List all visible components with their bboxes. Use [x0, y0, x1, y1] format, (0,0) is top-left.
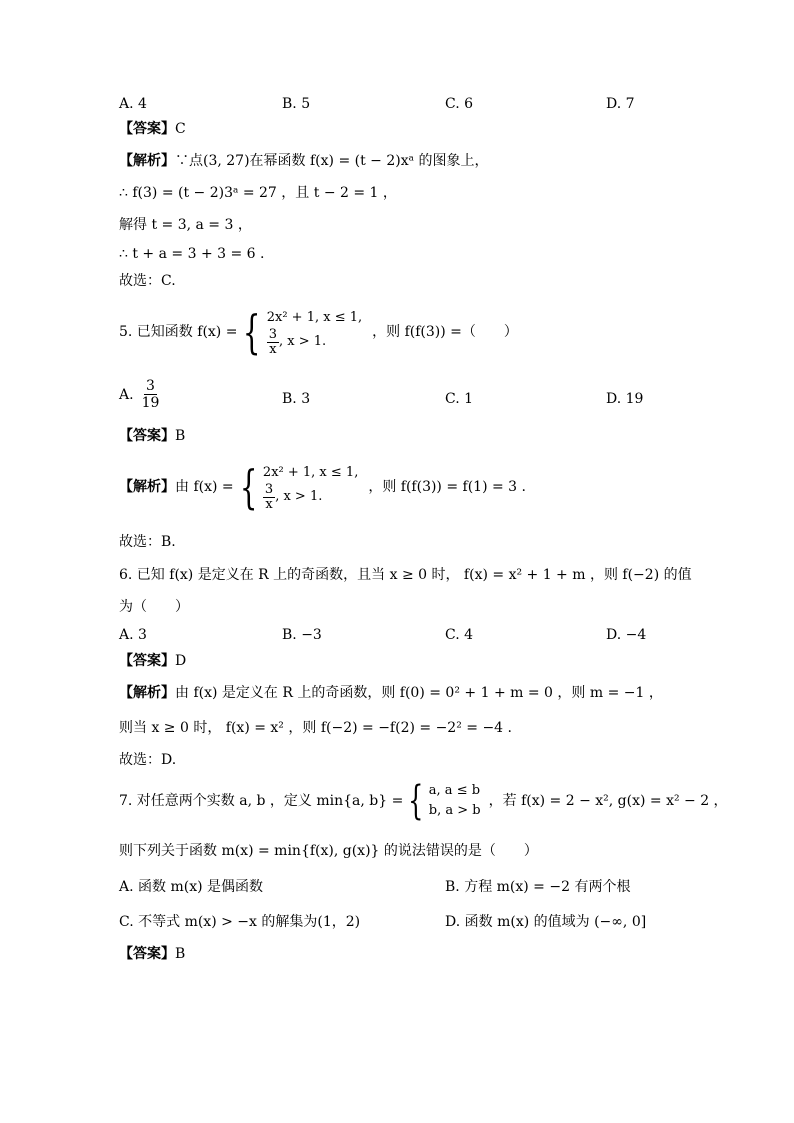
q6-option-a: A. 3	[119, 627, 147, 643]
piecewise-case-1: a, a ≤ b	[428, 783, 481, 798]
q7-option-d: D. 函数 m(x) 的值域为 (−∞, 0]	[445, 914, 647, 930]
piecewise-case-2: b, a > b	[428, 803, 481, 818]
q6-stem-line1: 6. 已知 f(x) 是定义在 R 上的奇函数，且当 x ≥ 0 时， f(x) = x² + 1 + m ，则 f(−2) 的值	[119, 567, 692, 583]
answer-label: 【答案】	[119, 428, 175, 444]
q4-analysis-line4: ∴ t + a = 3 + 3 = 6 .	[119, 246, 265, 262]
piecewise-case-1: 2x² + 1, x ≤ 1,	[262, 464, 359, 480]
analysis-text: ∵点(3, 27)在幂函数 f(x) = (t − 2)xᵃ 的图象上，	[175, 153, 489, 169]
piecewise-cases	[263, 463, 358, 512]
analysis-label: 【解析】	[119, 479, 175, 495]
q5-stem-suffix: ，则 f(f(3)) =（ ）	[372, 324, 518, 340]
q6-analysis-line2: 则当 x ≥ 0 时， f(x) = x² ，则 f(−2) = −f(2) = −2² = −4 .	[119, 720, 512, 736]
answer-label: 【答案】	[119, 653, 175, 669]
left-brace-icon: {	[408, 778, 424, 824]
q5-option-a: A. $\frac{3}{19}$	[119, 378, 160, 411]
left-brace-icon: {	[239, 460, 258, 514]
analysis-text: 由 f(x) 是定义在 R 上的奇函数，则 f(0) = 0² + 1 + m = 0 ，则 m = −1 ，	[175, 685, 663, 701]
q5-analysis-suffix: ，则 f(f(3)) = f(1) = 3 .	[368, 479, 526, 495]
q5-analysis	[119, 455, 526, 519]
q4-option-c: C. 6	[445, 96, 474, 112]
fraction: $\frac{3}{x}$	[268, 326, 278, 357]
q4-analysis-line3: 解得 t = 3, a = 3 ，	[119, 217, 252, 233]
q6-stem-line2: 为（ ）	[119, 599, 189, 615]
q4-option-d: D. 7	[606, 96, 635, 112]
q7-stem-line1	[119, 776, 728, 826]
analysis-label: 【解析】	[119, 153, 175, 169]
left-brace-icon: {	[243, 305, 261, 359]
q4-analysis-line2: ∴ f(3) = (t − 2)3ᵃ = 27 ，且 t − 2 = 1 ，	[119, 185, 397, 201]
answer-value: B	[175, 428, 186, 444]
q4-choice: 故选：C.	[119, 273, 176, 289]
answer-value: D	[175, 653, 187, 669]
q6-option-c: C. 4	[445, 627, 474, 643]
q4-analysis-line1	[119, 152, 488, 170]
q7-stem-suffix: ，若 f(x) = 2 − x², g(x) = x² − 2 ，	[488, 793, 728, 809]
fraction: $\frac{3}{x}$	[264, 481, 274, 512]
q6-analysis-line1	[119, 684, 663, 702]
answer-value: B	[175, 946, 186, 962]
piecewise-case-1: 2x² + 1, x ≤ 1,	[266, 309, 363, 325]
q4-option-b: B. 5	[282, 96, 311, 112]
answer-label: 【答案】	[119, 946, 175, 962]
q5-stem-prefix: 5. 已知函数 f(x) =	[119, 324, 238, 340]
piecewise-cases	[429, 781, 481, 821]
piecewise-case-2: $\frac{3}{x}$ , x > 1.	[264, 481, 323, 512]
piecewise-cases	[267, 308, 362, 357]
q6-option-d: D. −4	[606, 627, 647, 643]
q7-option-b: B. 方程 m(x) = −2 有两个根	[445, 879, 631, 895]
answer-label: 【答案】	[119, 121, 175, 137]
analysis-label: 【解析】	[119, 685, 175, 701]
q5-answer	[119, 427, 185, 445]
q7-answer	[119, 945, 185, 963]
q6-option-b: B. −3	[282, 627, 322, 643]
q5-option-d: D. 19	[606, 391, 644, 407]
q6-choice: 故选：D.	[119, 752, 177, 768]
fraction: $\frac{3}{19}$	[141, 378, 160, 411]
q5-choice: 故选：B.	[119, 534, 176, 550]
q7-option-a: A. 函数 m(x) 是偶函数	[119, 879, 264, 895]
q7-stem-prefix: 7. 对任意两个实数 a, b ，定义 min{a, b} =	[119, 793, 404, 809]
q5-stem	[119, 300, 518, 364]
answer-value: C	[175, 121, 186, 137]
piecewise-case-2: $\frac{3}{x}$ , x > 1.	[268, 326, 327, 357]
q7-stem-line2: 则下列关于函数 m(x) = min{f(x), g(x)} 的说法错误的是（ ）	[119, 843, 538, 859]
q7-option-c: C. 不等式 m(x) > −x 的解集为(1，2)	[119, 914, 361, 930]
q6-answer	[119, 652, 186, 670]
q5-option-b: B. 3	[282, 391, 311, 407]
q5-option-c: C. 1	[445, 391, 474, 407]
q5-analysis-prefix: 由 f(x) =	[175, 479, 234, 495]
q4-option-a: A. 4	[119, 96, 147, 112]
q4-answer	[119, 120, 186, 138]
